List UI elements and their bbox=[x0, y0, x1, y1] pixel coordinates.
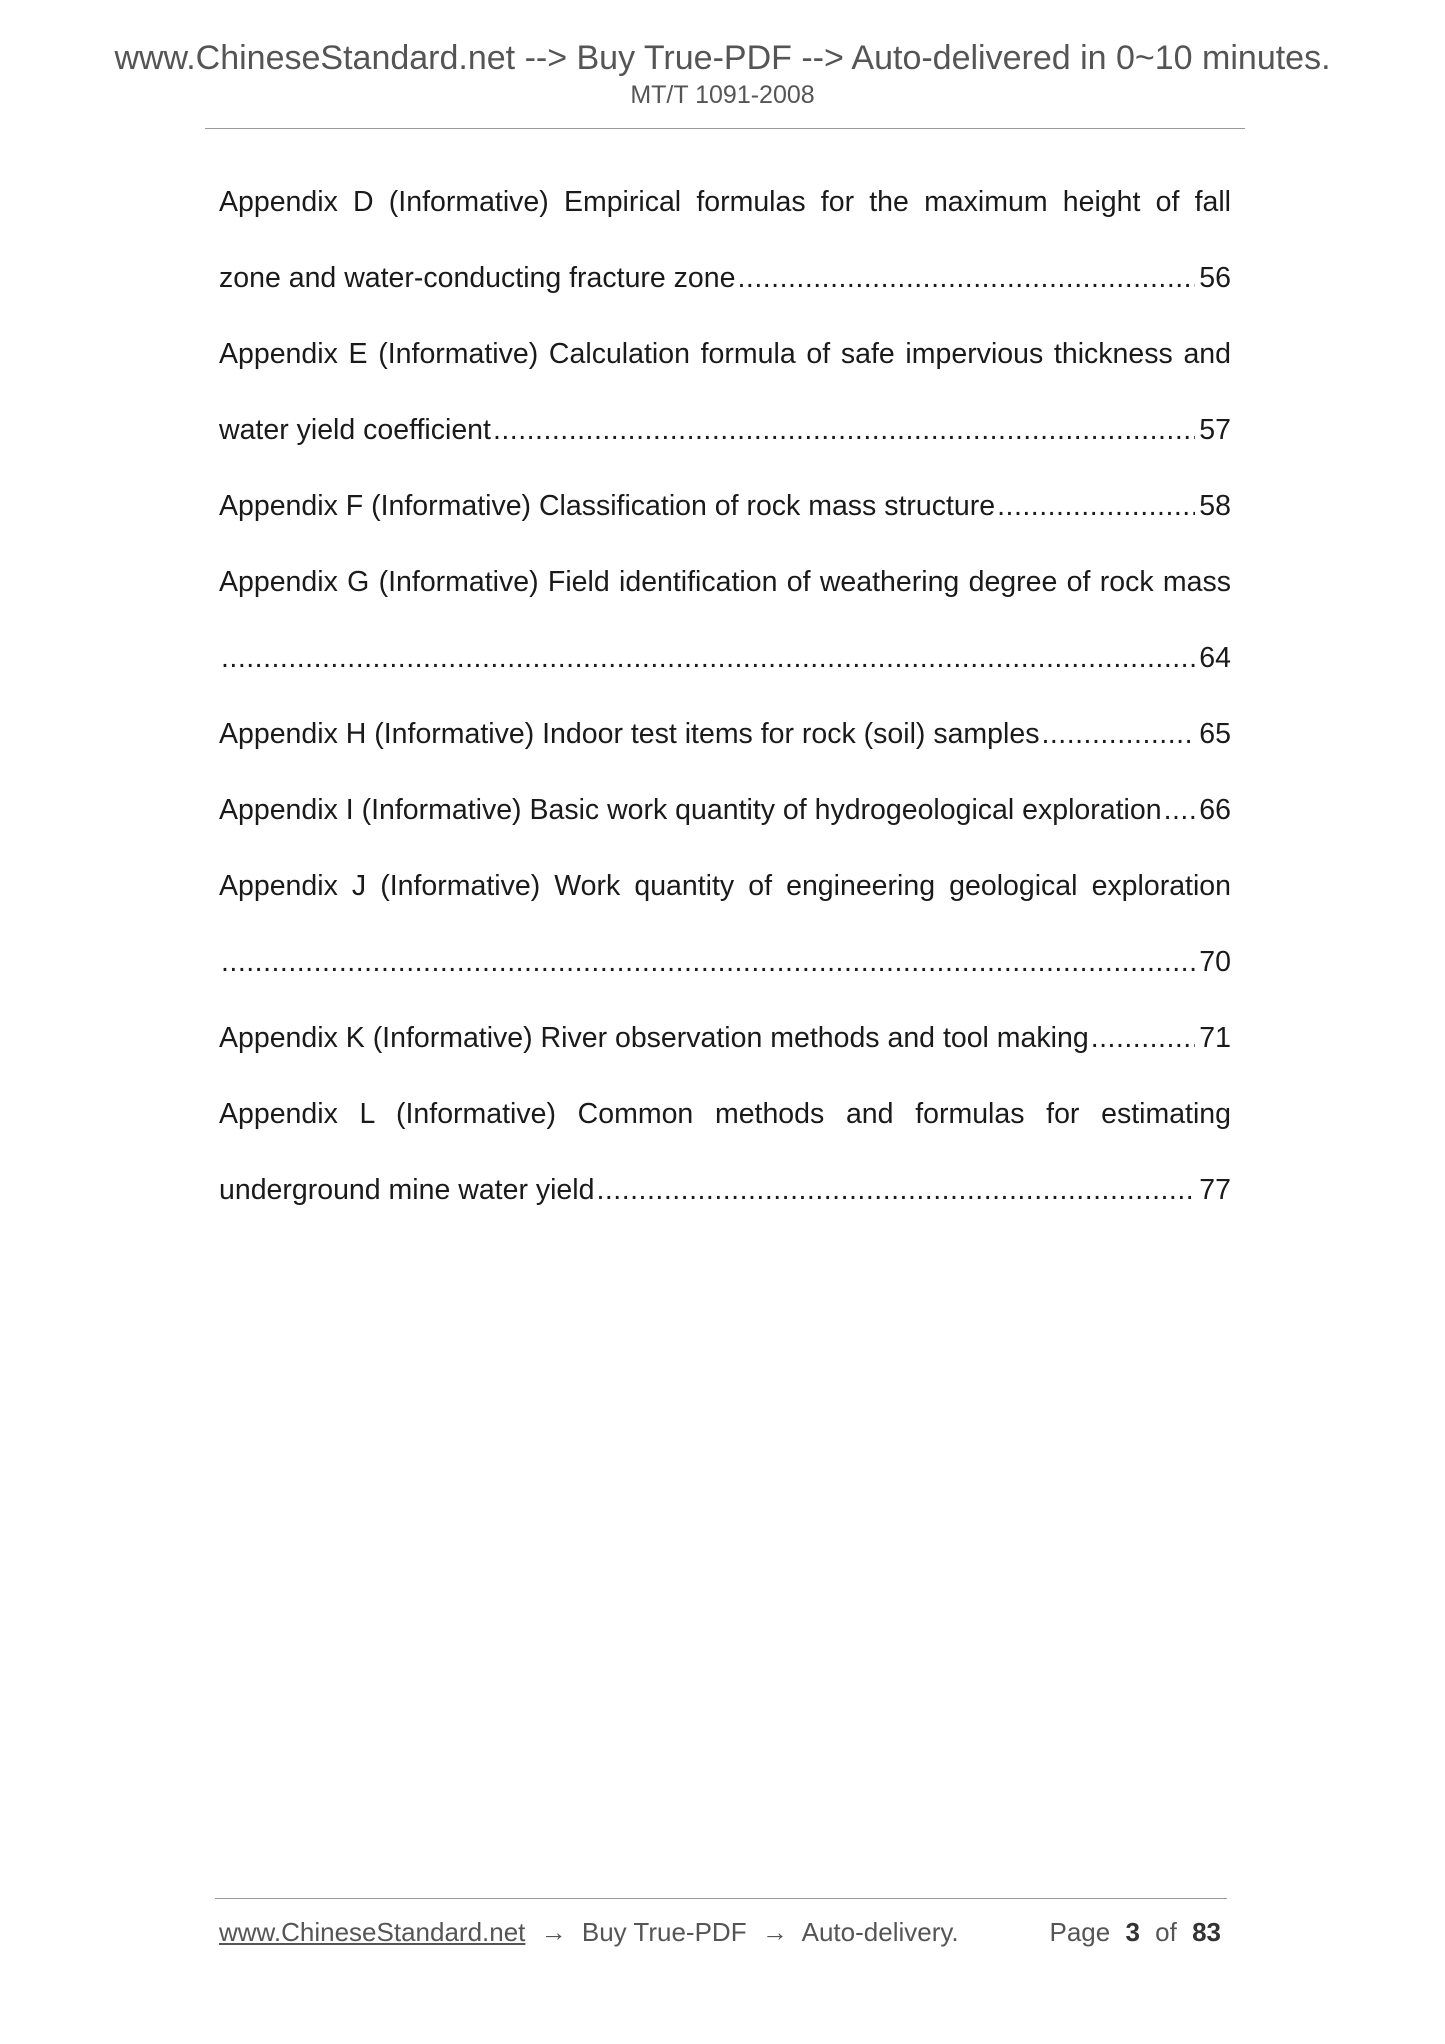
page-current: 3 bbox=[1125, 1917, 1140, 1947]
toc-entry-appendix-d[interactable]: Appendix D (Informative) Empirical formulas for the maximum height of fall bbox=[219, 186, 1231, 218]
footer-promo bbox=[219, 1915, 967, 1949]
toc-page-number: 70 bbox=[1199, 946, 1231, 978]
toc-entry-appendix-e-cont[interactable] bbox=[219, 400, 1231, 476]
toc-page-number: 58 bbox=[1199, 490, 1231, 522]
toc-page-number: 71 bbox=[1199, 1022, 1231, 1054]
toc-entry-appendix-g[interactable]: Appendix G (Informative) Field identification of weathering degree of rock mass bbox=[219, 566, 1231, 598]
footer-delivery-text: Auto-delivery. bbox=[801, 1917, 959, 1947]
toc-entry-appendix-g-cont[interactable] bbox=[219, 628, 1231, 704]
toc-entry-appendix-l[interactable]: Appendix L (Informative) Common methods and formulas for estimating bbox=[219, 1098, 1231, 1130]
toc-entry-appendix-f[interactable] bbox=[219, 476, 1231, 552]
leader-dots bbox=[997, 476, 1195, 536]
page-counter bbox=[1049, 1915, 1229, 1949]
leader-dots bbox=[221, 932, 1195, 992]
toc-page-number: 56 bbox=[1199, 262, 1231, 294]
page-label: Page bbox=[1049, 1917, 1111, 1947]
toc-entry-appendix-h[interactable] bbox=[219, 704, 1231, 780]
header-divider bbox=[205, 128, 1245, 129]
toc-page-number: 57 bbox=[1199, 414, 1231, 446]
toc-entry-appendix-l-cont[interactable] bbox=[219, 1160, 1231, 1236]
standard-code: MT/T 1091-2008 bbox=[630, 81, 815, 109]
toc-entry-text: Appendix F (Informative) Classification of rock mass structure bbox=[219, 490, 996, 522]
toc-entry-text: Appendix K (Informative) River observation methods and tool making bbox=[219, 1022, 1089, 1054]
table-of-contents bbox=[219, 172, 1231, 1236]
toc-entry-text: water yield coefficient bbox=[219, 414, 491, 446]
toc-entry-text: underground mine water yield bbox=[219, 1174, 595, 1206]
toc-entry-appendix-j-cont[interactable] bbox=[219, 932, 1231, 1008]
toc-entry-appendix-d-cont[interactable] bbox=[219, 248, 1231, 324]
toc-page-number: 66 bbox=[1199, 794, 1231, 826]
toc-entry-text: Appendix I (Informative) Basic work quantity of hydrogeological exploration bbox=[219, 794, 1162, 826]
arrow-icon: → bbox=[761, 1917, 788, 1947]
leader-dots bbox=[596, 1160, 1195, 1220]
toc-entry-text: zone and water-conducting fracture zone bbox=[219, 262, 736, 294]
toc-entry-text: Appendix H (Informative) Indoor test items for rock (soil) samples bbox=[219, 718, 1040, 750]
toc-page-number: 65 bbox=[1199, 718, 1231, 750]
footer-site-link[interactable]: www.ChineseStandard.net bbox=[219, 1917, 526, 1947]
toc-entry-appendix-e[interactable]: Appendix E (Informative) Calculation formula of safe impervious thickness and bbox=[219, 338, 1231, 370]
toc-entry-appendix-k[interactable] bbox=[219, 1008, 1231, 1084]
footer-divider bbox=[215, 1898, 1227, 1899]
arrow-icon: → bbox=[540, 1917, 567, 1947]
page-footer bbox=[219, 1915, 1229, 1949]
toc-page-number: 64 bbox=[1199, 642, 1231, 674]
toc-entry-appendix-j[interactable]: Appendix J (Informative) Work quantity of engineering geological exploration bbox=[219, 870, 1231, 902]
leader-dots bbox=[1164, 780, 1196, 840]
leader-dots bbox=[1091, 1008, 1196, 1068]
leader-dots bbox=[737, 248, 1195, 308]
of-label: of bbox=[1155, 1917, 1177, 1947]
footer-buy-text: Buy True-PDF bbox=[581, 1917, 747, 1947]
leader-dots bbox=[1041, 704, 1195, 764]
page-total: 83 bbox=[1192, 1917, 1221, 1947]
leader-dots bbox=[221, 628, 1195, 688]
toc-page-number: 77 bbox=[1199, 1174, 1231, 1206]
toc-entry-appendix-i[interactable] bbox=[219, 780, 1231, 856]
header-banner: www.ChineseStandard.net --> Buy True-PDF --> Auto-delivered in 0~10 minutes. bbox=[114, 39, 1331, 77]
leader-dots bbox=[493, 400, 1195, 460]
